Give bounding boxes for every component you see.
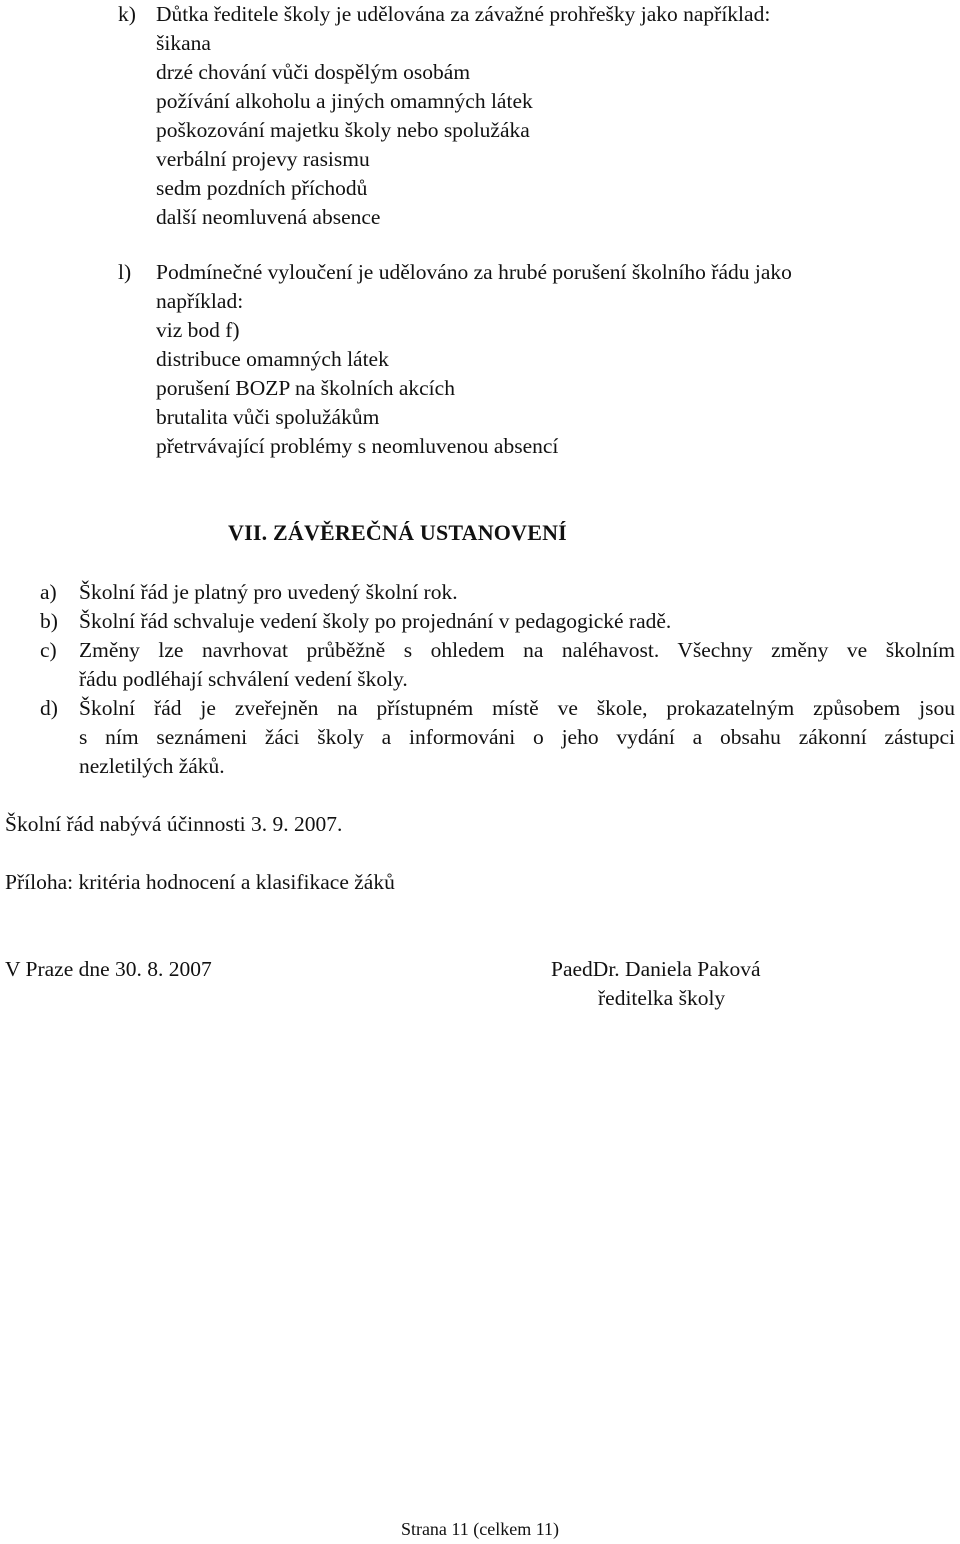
section-k-line: poškozování majetku školy nebo spolužáka [156, 118, 530, 142]
section-k-line: další neomluvená absence [156, 205, 381, 229]
section-k-line: požívání alkoholu a jiných omamných látek [156, 89, 533, 113]
section-l-letter: l) [118, 260, 132, 284]
list-item-text [79, 694, 955, 781]
section-l-line: viz bod f) [156, 318, 240, 342]
section-k-body [156, 0, 916, 232]
list-item-line: nezletilých žáků. [79, 754, 225, 778]
list-item-letter: d) [40, 696, 58, 720]
section-l-body [156, 258, 916, 461]
list-item-line: Školní řád je zveřejněn na přístupném místě ve škole, prokazatelným způsobem jsou [79, 696, 955, 720]
section-l-line: brutalita vůči spolužákům [156, 405, 380, 429]
attachment-note: Příloha: kritéria hodnocení a klasifikace žáků [5, 870, 395, 894]
section-l-line: porušení BOZP na školních akcích [156, 376, 455, 400]
list-item-line: Školní řád je platný pro uvedený školní rok. [79, 580, 458, 604]
signatory-role: ředitelka školy [598, 986, 726, 1010]
section-l-line: distribuce omamných látek [156, 347, 389, 371]
section-l-line: Podmínečné vyloučení je udělováno za hrubé porušení školního řádu jako [156, 260, 792, 284]
page-footer [0, 1515, 960, 1544]
section-k-line: Důtka ředitele školy je udělována za závažné prohřešky jako například: [156, 2, 771, 26]
list-item-letter: c) [40, 638, 57, 662]
list-item-line: s ním seznámeni žáci školy a informováni o jeho vydání a obsahu zákonní zástupci [79, 725, 955, 749]
signatory-name: PaedDr. Daniela Paková [551, 957, 761, 981]
section-k-line: šikana [156, 31, 211, 55]
list-item-text [79, 578, 955, 607]
section-k-line: drzé chování vůči dospělým osobám [156, 60, 471, 84]
list-item-letter: a) [40, 580, 57, 604]
section-k-line: sedm pozdních příchodů [156, 176, 368, 200]
section-k-letter: k) [118, 2, 136, 26]
section-l-line: například: [156, 289, 244, 313]
effective-date: Školní řád nabývá účinnosti 3. 9. 2007. [5, 812, 343, 836]
list-item-text [79, 636, 955, 694]
list-item-line: Školní řád schvaluje vedení školy po projednání v pedagogické radě. [79, 609, 672, 633]
place-date: V Praze dne 30. 8. 2007 [5, 957, 212, 981]
section-k-line: verbální projevy rasismu [156, 147, 370, 171]
section-l-line: přetrvávající problémy s neomluvenou absencí [156, 434, 559, 458]
page-number: Strana 11 (celkem 11) [400, 1519, 560, 1539]
list-item-line: Změny lze navrhovat průběžně s ohledem na naléhavost. Všechny změny ve školním [79, 638, 955, 662]
list-item-line: řádu podléhají schválení vedení školy. [79, 667, 408, 691]
section-title: VII. ZÁVĚREČNÁ USTANOVENÍ [228, 520, 567, 545]
list-item-text [79, 607, 955, 636]
list-item-letter: b) [40, 609, 58, 633]
